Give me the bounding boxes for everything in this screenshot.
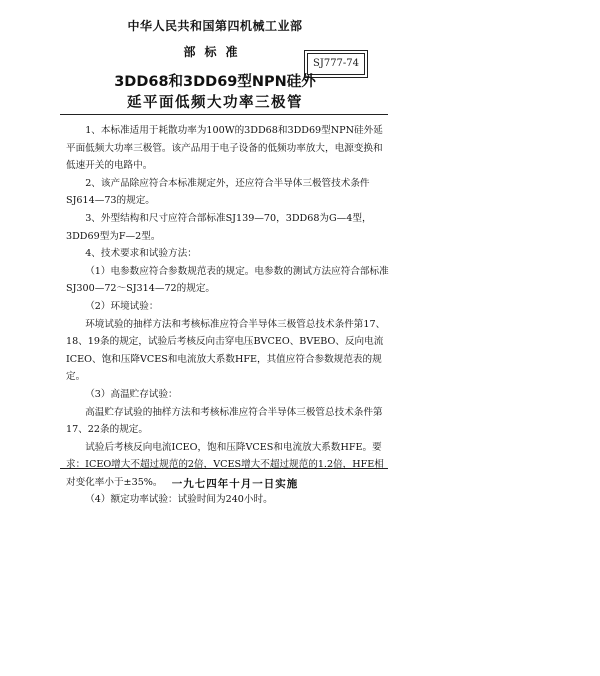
clause-4-heading: 4、技术要求和试验方法： xyxy=(85,248,197,260)
standard-category: 部标准 xyxy=(183,45,247,59)
top-divider xyxy=(60,114,388,115)
standard-code-box: SJ777-74 xyxy=(304,50,368,78)
clause-1: 1、本标准适用于耗散功率为100W的3DD68和3DD69型NPN硅外延平面低频大功率三极管。该产品用于电子设备的低频功率放大，电源变换和低速开关的电路中。 xyxy=(66,125,383,172)
clause-3: 3、外型结构和尺寸应符合部标准SJ139—70，3DD68为G—4型，3DD69型为F—2型。 xyxy=(66,212,372,242)
clause-2: 2、该产品除应符合本标准规定外，还应符合半导体三极管技术条件SJ614—73的规定。 xyxy=(66,177,370,207)
clause-4-2-text: 环境试验的抽样方法和考核标准应符合半导体三极管总技术条件第17、18、19条的规定，试验后考核反向击穿电压BVCEO、BVEBO、反向电流ICEO、饱和压降VCES和电流放大系数HFE，其值应符合参数规范表的规定。 xyxy=(66,318,386,383)
clause-4-2-heading: （2）环境试验： xyxy=(85,300,159,312)
issuing-ministry: 中华人民共和国第四机械工业部 xyxy=(127,19,303,33)
clause-4-4: （4）额定功率试验：试验时间为240小时。 xyxy=(85,494,273,506)
document-body xyxy=(66,122,390,509)
clause-4-1: （1）电参数应符合参数规范表的规定。电参数的测试方法应符合部标准SJ300—72～SJ314—72的规定。 xyxy=(66,265,389,295)
clause-4-3-text: 高温贮存试验的抽样方法和考核标准应符合半导体三极管总技术条件第17、22条的规定。 xyxy=(66,406,383,436)
clause-4-3-heading: （3）高温贮存试验： xyxy=(85,388,178,400)
effective-date: 一九七四年十月一日实施 xyxy=(171,478,299,490)
document-title-line1: 3DD68和3DD69型NPN硅外 xyxy=(114,74,316,90)
document-title-line2: 延平面低频大功率三极管 xyxy=(127,95,303,111)
clause-4-3-requirements: 试验后考核反向电流ICEO，饱和压降VCES和电流放大系数HFE。要求：ICEO增大不超过规范的2倍，VCES增大不超过规范的1.2倍，HFE相对变化率小于±35%。 xyxy=(66,441,384,488)
bottom-divider xyxy=(60,468,388,469)
